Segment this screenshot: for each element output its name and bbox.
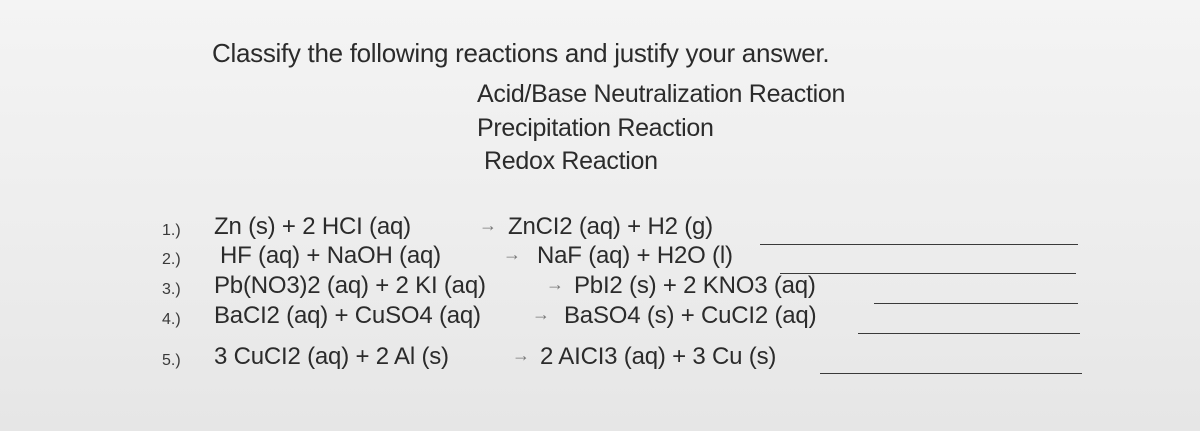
reaction-type-acid-base: Acid/Base Neutralization Reaction xyxy=(477,80,846,108)
reaction-products: BaSO4 (s) + CuCI2 (aq) xyxy=(564,302,817,329)
reaction-5 xyxy=(162,343,1082,377)
reaction-reactants: Zn (s) + 2 HCI (aq) xyxy=(214,213,411,240)
reaction-reactants: HF (aq) + NaOH (aq) xyxy=(220,242,441,269)
reaction-arrow-icon: → xyxy=(532,304,550,324)
reaction-products: ZnCI2 (aq) + H2 (g) xyxy=(508,213,713,240)
reaction-2 xyxy=(162,242,1082,276)
reaction-reactants: BaCI2 (aq) + CuSO4 (aq) xyxy=(214,302,481,329)
reaction-number: 4.) xyxy=(162,311,181,328)
question-title: Classify the following reactions and justify your answer. xyxy=(212,38,830,68)
reaction-products: 2 AICI3 (aq) + 3 Cu (s) xyxy=(540,343,777,370)
reaction-number: 1.) xyxy=(162,222,181,239)
reaction-4 xyxy=(162,302,1082,336)
reaction-arrow-icon: → xyxy=(503,244,521,264)
answer-blank-line[interactable] xyxy=(858,333,1080,334)
reaction-number: 2.) xyxy=(162,251,181,268)
reaction-type-precipitation: Precipitation Reaction xyxy=(477,114,714,142)
answer-blank-line[interactable] xyxy=(820,373,1082,374)
reaction-reactants: 3 CuCI2 (aq) + 2 Al (s) xyxy=(214,343,449,370)
reaction-number: 3.) xyxy=(162,281,181,298)
reaction-number: 5.) xyxy=(162,352,181,369)
reaction-products: PbI2 (s) + 2 KNO3 (aq) xyxy=(574,272,816,299)
reaction-reactants: Pb(NO3)2 (aq) + 2 KI (aq) xyxy=(214,272,486,299)
reaction-arrow-icon: → xyxy=(479,215,497,235)
reaction-products: NaF (aq) + H2O (l) xyxy=(537,242,733,269)
reaction-arrow-icon: → xyxy=(546,274,564,294)
reaction-arrow-icon: → xyxy=(512,345,530,365)
reaction-type-redox: Redox Reaction xyxy=(484,147,658,175)
reaction-3 xyxy=(162,272,1082,306)
